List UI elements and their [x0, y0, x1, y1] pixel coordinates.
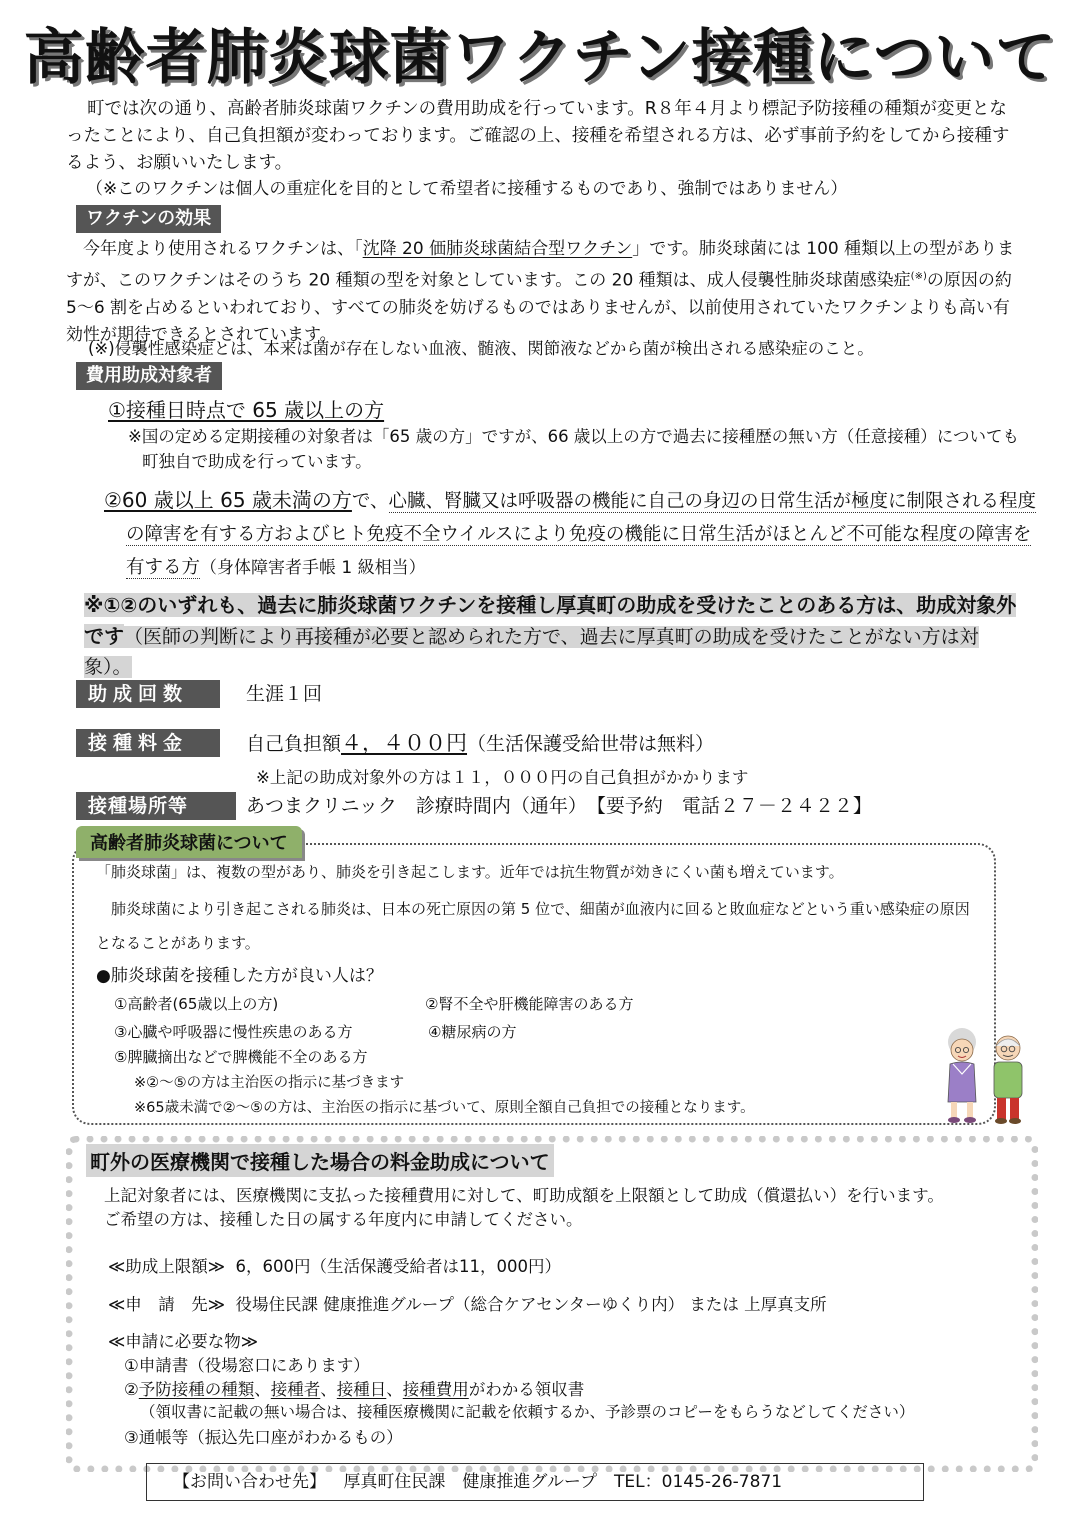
need2-sep3: 、: [386, 1380, 403, 1399]
outside-p1: 上記対象者には、医療機関に支払った接種費用に対して、町助成額を上限額として助成（償還払い）を行います。: [104, 1186, 944, 1205]
vaccine-name: 沈降 20 価肺炎球菌結合型ワクチン: [362, 239, 633, 259]
about-note-2: ※65歳未満で②～⑤の方は、主治医の指示に基づいて、原則全額自己負担での接種となります。: [134, 1100, 755, 1116]
outside-heading: 町外の医療機関で接種した場合の料金助成について: [86, 1144, 554, 1177]
intro-text: 町では次の通り、高齢者肺炎球菌ワクチンの費用助成を行っています。R８年４月より標記予防接種の種類が変更となったことにより、自己負担額が変わっております。ご確認の上、接種を希望される方は、必ず事前予約をしてから接種するよう、お願いいたします。: [66, 99, 1010, 173]
need2-sep1: 、: [254, 1380, 271, 1399]
contact-value: 厚真町住民課 健康推進グループ TEL：0145-26-7871: [343, 1472, 783, 1492]
effect-note: (※)侵襲性感染症とは、本来は菌が存在しない血液、髄液、関節液などから菌が検出される感染症のこと。: [88, 339, 874, 358]
fee-pre: 自己負担額: [246, 733, 342, 755]
outside-limit: [108, 1253, 561, 1277]
row-value-place: あつまクリニック 診療時間内（通年） 【要予約 電話２７－２４２２】: [246, 795, 872, 817]
about-item-4: ④糖尿病の方: [428, 1023, 517, 1041]
page-title: 高齢者肺炎球菌ワクチン接種について: [23, 23, 1057, 93]
intro-note: （※このワクチンは個人の重症化を目的として希望者に接種するものであり、強制ではありません）: [86, 179, 848, 199]
elderly-couple-illustration: [940, 1020, 1032, 1128]
need2-person: 接種者: [270, 1380, 321, 1399]
row-fee-note: ※上記の助成対象外の方は１１，０００円の自己負担がかかります: [256, 768, 749, 787]
eligible-item-2-comma: で、: [351, 491, 389, 512]
effect-text: [66, 236, 1018, 349]
outside-apply: [108, 1291, 827, 1315]
row-label-fee: 接種料金: [76, 729, 220, 757]
need2-sep2: 、: [320, 1380, 337, 1399]
outside-need-3: ③通帳等（振込先口座がわかるもの）: [124, 1428, 403, 1447]
fee-post: （生活保護受給世帯は無料）: [467, 733, 715, 755]
outside-p2: ご希望の方は、接種した日の属する年度内に申請してください。: [104, 1210, 583, 1229]
grandma-dress: [948, 1062, 976, 1102]
about-p2: 肺炎球菌により引き起こされる肺炎は、日本の死亡原因の第 5 位で、細菌が血液内に回ると敗血症などという重い感染症の原因となることがあります。: [96, 900, 970, 952]
about-item-3: ③心臓や呼吸器に慢性疾患のある方: [114, 1023, 353, 1041]
need2-pre: ②: [124, 1380, 139, 1399]
effect-text-end: の原因の約 5～6 割を占めるといわれており、すべての肺炎を妨げるものではありませんが、以前使用されていたワクチンよりも高い有効性が期待できるとされています。: [66, 270, 1012, 345]
effect-text-after: 」です。肺炎球菌には 100 種類以上の型がありますが、このワクチンはそのうち 20 種類の型を対象としています。この 20 種類は、成人侵襲性肺炎球菌感染症: [66, 239, 1015, 291]
eligible-warning-bold: ※①②のいずれも、過去に肺炎球菌ワクチンを接種し厚真町の助成を受けたことのある方は、助成対象外です: [84, 593, 1017, 648]
grandpa-sweater: [994, 1062, 1022, 1098]
need2-post: がわかる領収書: [468, 1380, 585, 1399]
limit-label: ≪助成上限額≫: [108, 1257, 226, 1276]
eligible-item-1: ①接種日時点で 65 歳以上の方: [108, 398, 385, 422]
row-value-count: 生涯１回: [246, 683, 323, 705]
effect-text-before: 今年度より使用されるワクチンは、「: [83, 239, 363, 259]
apply-value: 役場住民課 健康推進グループ（総合ケアセンターゆくり内） または 上厚真支所: [235, 1295, 827, 1314]
eligible-item-2: [104, 484, 1038, 585]
eligible-item-2-tail: （身体障害者手帳 1 級相当）: [200, 558, 426, 578]
about-note-1: ※②～⑤の方は主治医の指示に基づきます: [134, 1075, 405, 1091]
about-heading: 高齢者肺炎球菌について: [76, 826, 302, 858]
about-p1: 「肺炎球菌」は、複数の型があり、肺炎を引き起こします。近年では抗生物質が効きにくい菌も増えています。: [96, 863, 844, 881]
outside-need-2-note: （領収書に記載の無い場合は、接種医療機関に記載を依頼するか、予診票のコピーをもらうなどしてください）: [140, 1403, 915, 1421]
eligible-heading: 費用助成対象者: [76, 362, 222, 390]
need2-kind: 予防接種の種類: [138, 1380, 255, 1399]
row-label-place: 接種場所等: [76, 792, 236, 820]
row-value-fee: [246, 727, 714, 757]
about-item-5: ⑤脾臓摘出などで脾機能不全のある方: [114, 1048, 368, 1066]
limit-value: 6，600円（生活保護受給者は11，000円）: [235, 1257, 562, 1276]
outside-need-2: [124, 1376, 584, 1400]
fee-amount: ４，４００円: [341, 731, 468, 755]
about-question: ●肺炎球菌を接種した方が良い人は？: [96, 966, 383, 986]
outside-need-1: ①申請書（役場窓口にあります）: [124, 1356, 370, 1375]
eligible-item-1-note: ※国の定める定期接種の対象者は「65 歳の方」ですが、66 歳以上の方で過去に接種歴の無い方（任意接種）についても町独自で助成を行っています。: [128, 427, 1019, 471]
contact-label: 【お問い合わせ先】: [173, 1472, 326, 1492]
contact-box: [146, 1463, 924, 1501]
effect-sup: (※): [910, 271, 927, 282]
effect-heading: ワクチンの効果: [76, 205, 221, 233]
eligible-warning-rest: （医師の判断により再接種が必要と認められた方で、過去に厚真町の助成を受けたことがない方は対象）。: [84, 626, 979, 678]
row-label-count: 助成回数: [76, 680, 220, 708]
about-item-1: ①高齢者(65歳以上の方): [114, 995, 279, 1013]
eligible-warning: [84, 590, 1020, 682]
outside-need-label: ≪申請に必要な物≫: [108, 1332, 259, 1351]
need2-cost: 接種費用: [402, 1380, 469, 1399]
apply-label: ≪申 請 先≫: [108, 1295, 226, 1314]
need2-date: 接種日: [336, 1380, 387, 1399]
about-item-2: ②腎不全や肝機能障害のある方: [425, 995, 634, 1013]
eligible-item-2-body: 心臓、腎臓又は呼吸器の機能に自己の身辺の日常生活が極度に制限される程度の障害を有する方およびヒト免疫不全ウイルスにより免疫の機能に日常生活がほとんど不可能な程度の障害を有する方: [126, 491, 1037, 578]
eligible-item-2-head: ②60 歳以上 65 歳未満の方: [104, 488, 352, 512]
